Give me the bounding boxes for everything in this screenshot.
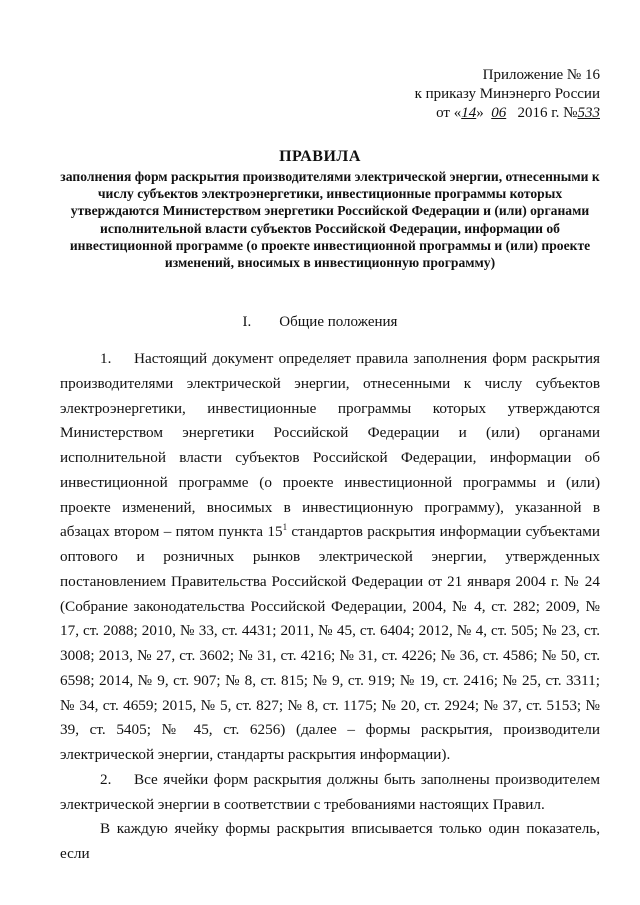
annex-day: 14 (461, 105, 477, 121)
annex-number: 533 (577, 105, 600, 121)
paragraph-text: Все ячейки форм раскрытия должны быть заполнены производителем электрической энергии в соответствии с требованиями настоящих Правил. (60, 770, 600, 813)
annex-block (400, 66, 600, 123)
paragraph-number: 2. (100, 770, 112, 788)
annex-year: 2016 г. № (517, 105, 578, 121)
document-subtitle: заполнения форм раскрытия производителями электрической энергии, отнесенными к числу субъектов электроэнергетики, инвестиционные программы которых утверждаются Министерством энергетики Российской Федерации и (или) органами исполнительной власти субъектов Российской Федерации, информации об инвестиционной программе (о проекте инвестиционной программы и (или) проекте изменений, вносимых в инвестиционную программу) (60, 169, 600, 271)
paragraph-text: Настоящий документ определяет правила заполнения форм раскрытия производителями электрической энергии, отнесенными к числу субъектов электроэнергетики, инвестиционные программы которых утверждаются Министерством энергетики Российской Федерации и (или) органами исполнительной власти субъектов Российской Федерации, информации об инвестиционной программе (о проекте инвестиционной программы и (или) проекте изменений, вносимых в инвестиционную программу), указанной в абзацах втором – пятом пункта 15 (60, 350, 600, 541)
section-number: I. (242, 314, 252, 330)
annex-date-prefix: от « (436, 105, 462, 121)
paragraph-text: В каждую ячейку формы раскрытия вписывается только один показатель, если (60, 820, 600, 862)
annex-date-line (400, 104, 600, 123)
paragraph-2 (60, 768, 600, 818)
annex-title: Приложение № 16 (482, 67, 600, 83)
footnote-ref: 1 (282, 522, 288, 533)
document-title: ПРАВИЛА (279, 148, 361, 165)
paragraph-number: 1. (100, 350, 112, 367)
section-heading (0, 314, 640, 331)
annex-date-mid: » (476, 105, 484, 121)
document-body (60, 347, 600, 867)
paragraph-1 (60, 347, 600, 768)
paragraph-text-cont: стандартов раскрытия информации субъектами оптового и розничных рынков электрической энергии, утвержденных постановлением Правительства Российской Федерации от 21 января 2004 г. № 24 (Собрание законодательства Российской Федерации, 2004, № 4, ст. 282; 2009, № 17, ст. 2088; 2010, № 33, ст. 4431; 2011, № 45, ст. 6404; 2012, № 4, ст. 505; № 23, ст. 3008; 2013, № 27, ст. 3602; № 31, ст. 4216; № 31, ст. 4226; № 36, ст. 4586; № 50, ст. 6598; 2014, № 9, ст. 907; № 8, ст. 815; № 9, ст. 919; № 19, ст. 2416; № 25, ст. 3311; № 34, ст. 4659; 2015, № 5, ст. 827; № 8, ст. 1175; № 20, ст. 2924; № 37, ст. 5153; № 39, ст. 5405; № 45, ст. 6256) (далее – формы раскрытия, производители электрической энергии, стандарты раскрытия информации). (60, 523, 600, 763)
annex-order-ref: к приказу Минэнерго России (414, 86, 600, 102)
annex-month: 06 (491, 105, 507, 121)
paragraph-3 (60, 817, 600, 867)
section-title: Общие положения (279, 314, 398, 330)
